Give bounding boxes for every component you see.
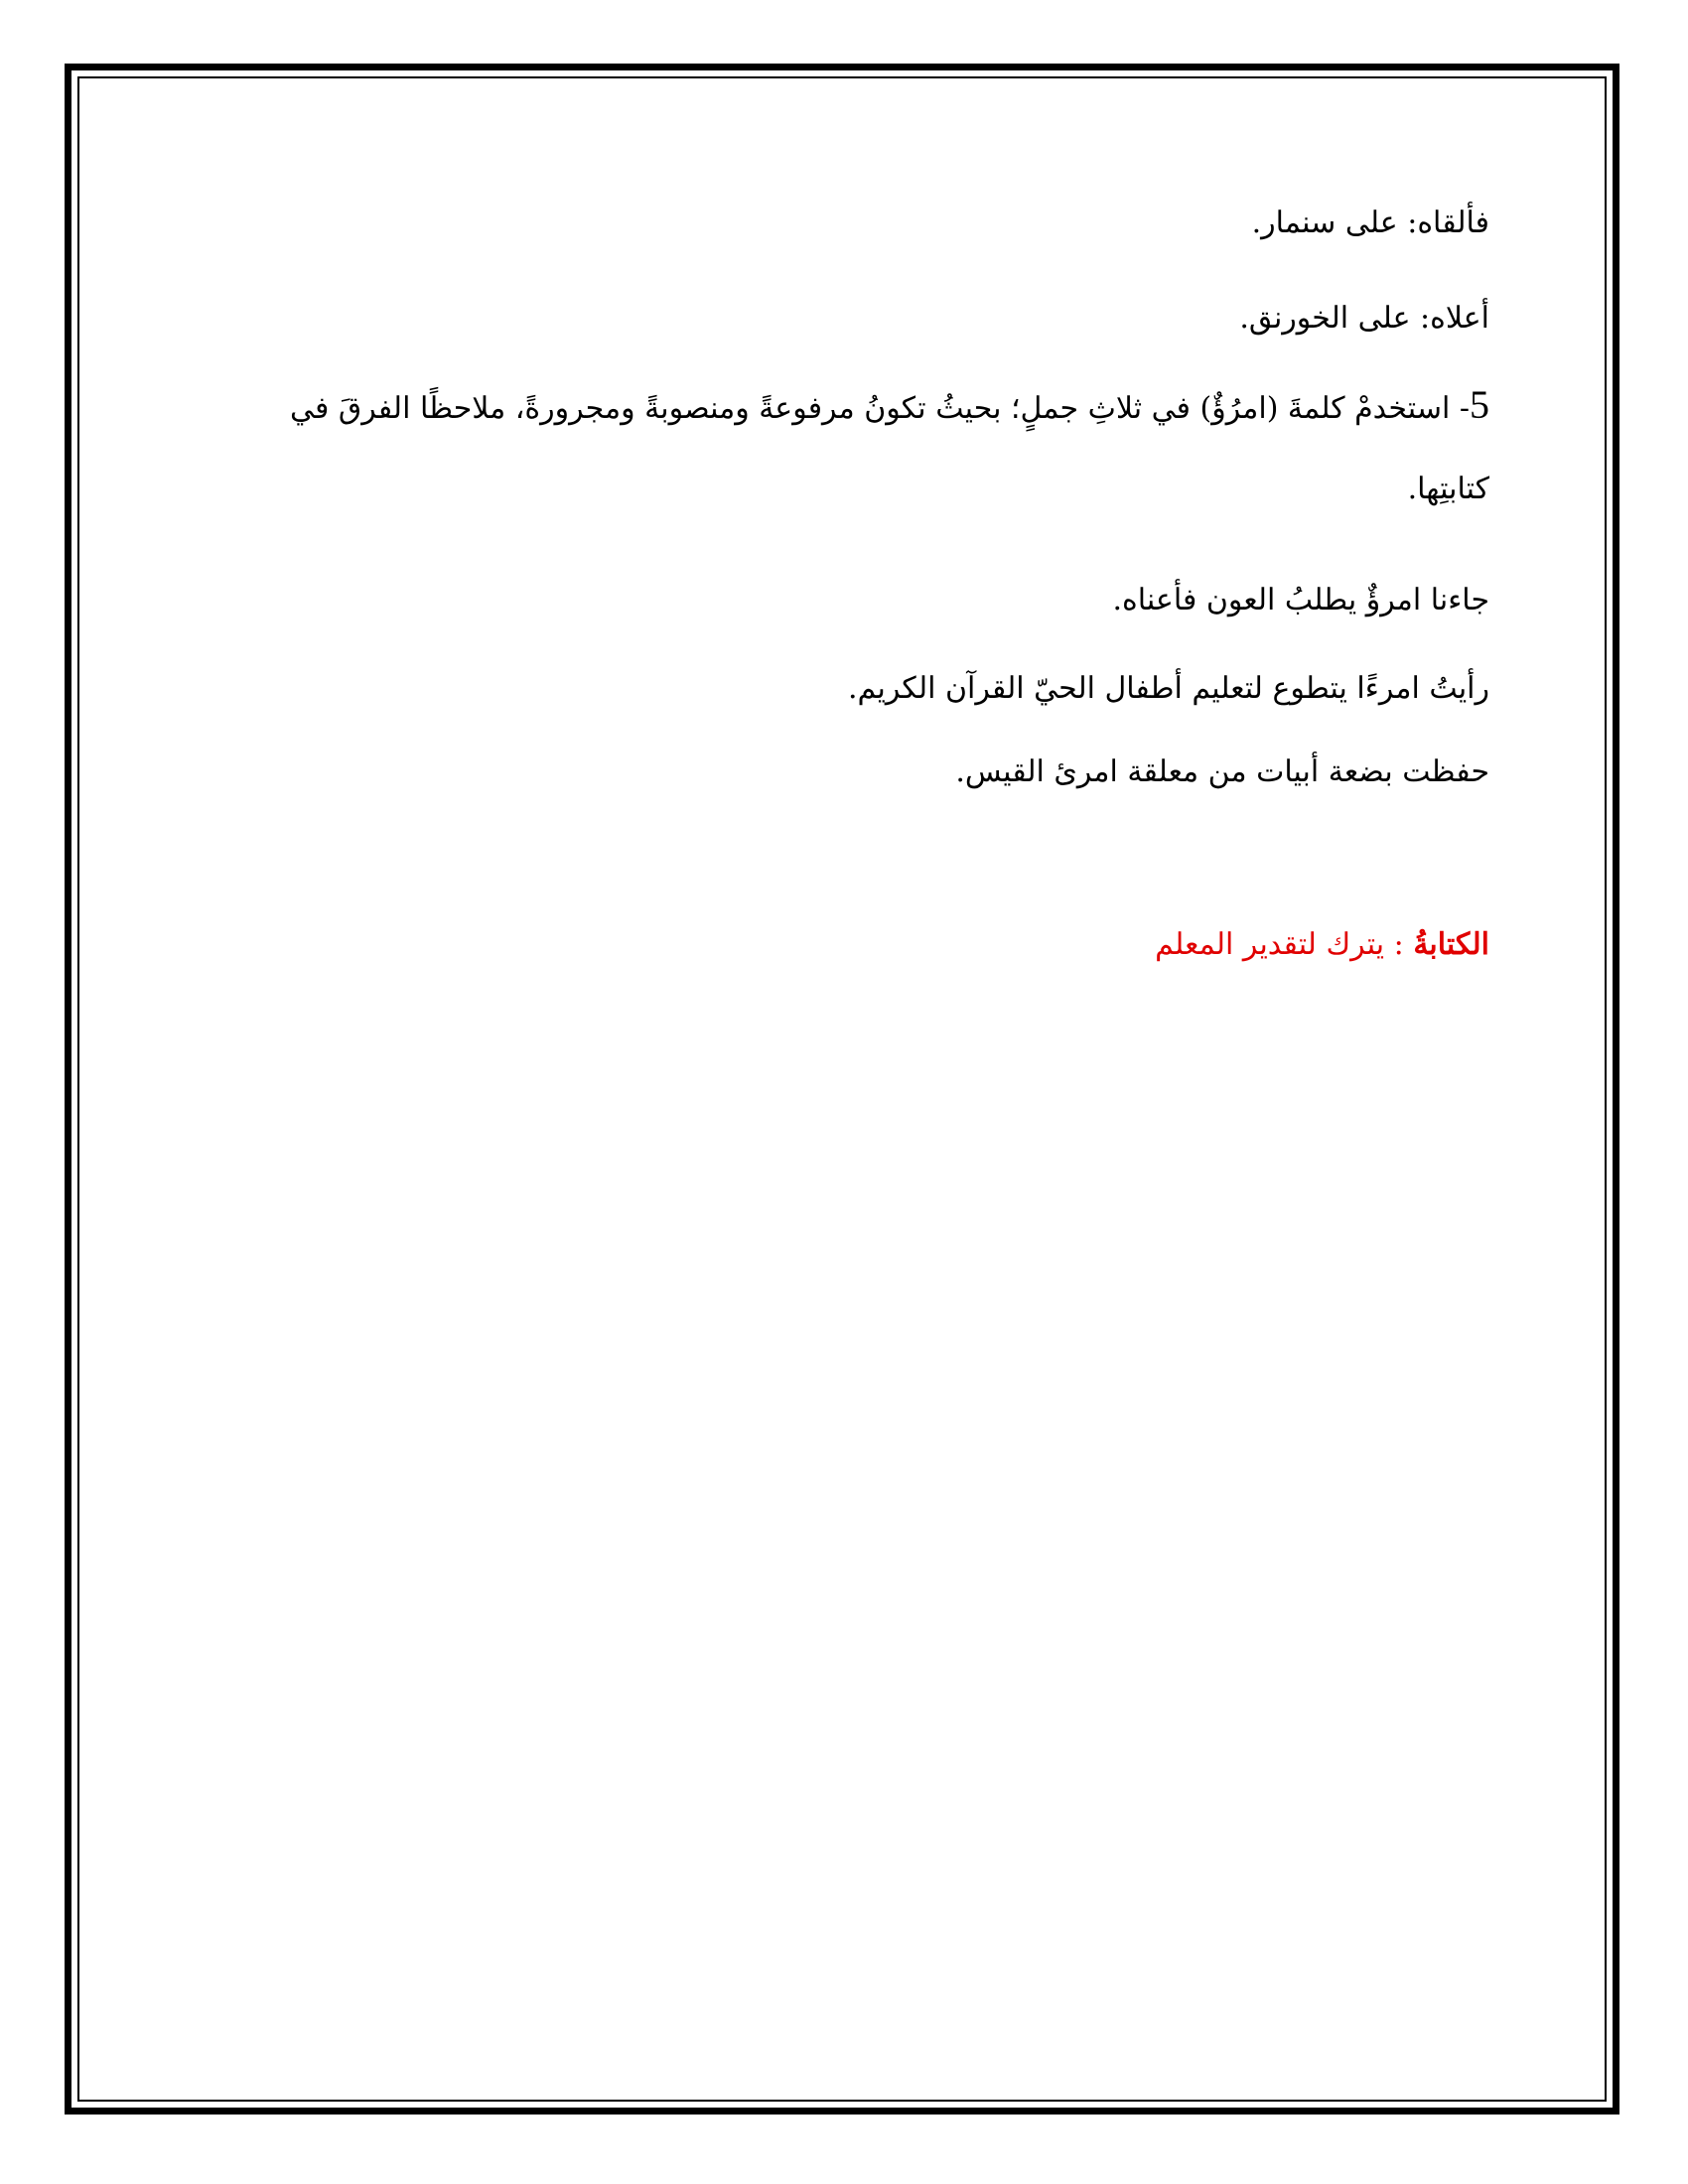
page-border-inner xyxy=(77,76,1607,2102)
question-5-continuation: كتابتِها. xyxy=(1407,472,1489,506)
question-number: 5 xyxy=(1470,382,1489,427)
question-text: - استخدمْ كلمةَ (امرُؤٌ) في ثلاثِ جملٍ؛ بحيثُ تكونُ مرفوعةً ومنصوبةً ومجرورةً، ملاحظًا الفرقَ في xyxy=(290,391,1470,426)
question-5 xyxy=(290,382,1489,429)
example-sentence-1: جاءنا امرؤٌ يطلبُ العون فأعناه. xyxy=(1112,583,1489,617)
writing-note: : يترك لتقدير المعلم xyxy=(1155,927,1414,962)
writing-label: الكتابةُ xyxy=(1413,927,1489,962)
writing-section xyxy=(1155,925,1489,965)
example-sentence-2: رأيتُ امرءًا يتطوع لتعليم أطفال الحيّ القرآن الكريم. xyxy=(848,671,1489,706)
answer-line-1: فألقاه: على سنمار. xyxy=(1251,205,1489,240)
answer-line-2: أعلاه: على الخورنق. xyxy=(1239,301,1489,336)
example-sentence-3: حفظت بضعة أبيات من معلقة امرئ القيس. xyxy=(955,754,1489,789)
